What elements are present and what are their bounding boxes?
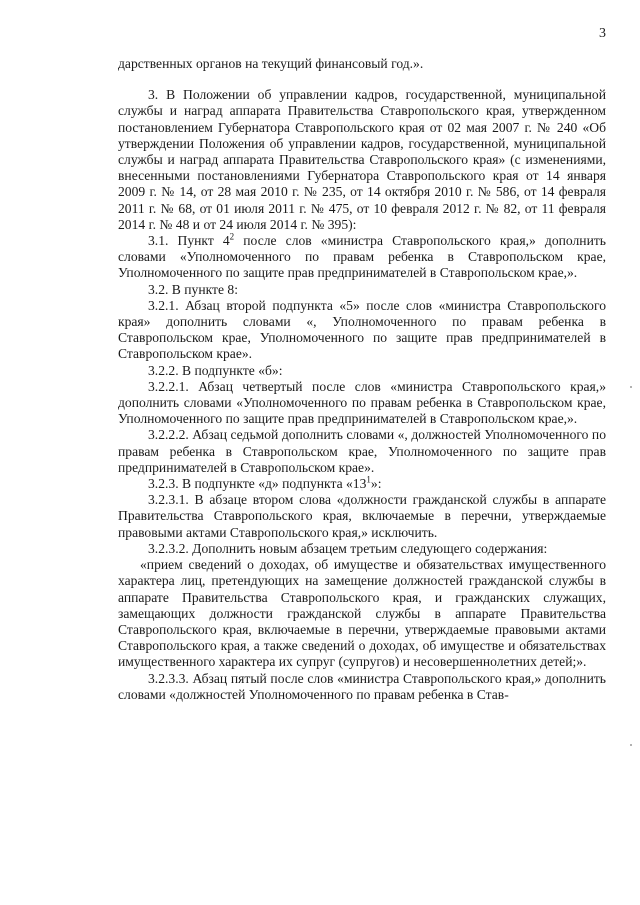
- paragraph-3-2: 3.2. В пункте 8:: [148, 281, 238, 297]
- paragraph-3-2-2: 3.2.2. В подпункте «б»:: [148, 362, 283, 378]
- paragraph-continuation: дарственных органов на текущий финансовый год.».: [118, 56, 424, 71]
- paragraph-3-2-3-1: 3.2.3.1. В абзаце втором слова «должности гражданской службы в аппарате Правительства Ставропольского края, включаемые в перечни, утверждаемые правовыми актами Ставропольского края,» исключить.: [118, 492, 606, 540]
- paragraph-section-3: 3. В Положении об управлении кадров, государственной, муниципальной службы и наград аппарата Правительства Ставропольского края, утвержденном постановлением Губернатора Ставропольского края от 02 мая 2007 г. № 240 «Об утверждении Положения об управлении кадров, государственной, муниципальной службы и наград аппарата Правительства Ставропольского края» (с изменениями, внесенными постановлениями Губернатора Ставропольского края от 14 января 2009 г. № 14, от 28 мая 2010 г. № 235, от 14 октября 2010 г. № 586, от 14 февраля 2011 г. № 68, от 01 июля 2011 г. № 475, от 10 февраля 2012 г. № 82, от 11 февраля 2014 г. № 48 и от 24 июля 2014 г. № 395):: [118, 87, 606, 232]
- paragraph-3-2-3-superscript: 1: [366, 474, 371, 485]
- document-body: [118, 56, 606, 703]
- paragraph-3-2-3: [118, 476, 606, 492]
- paragraph-3-2-3-start: 3.2.3. В подпункте «д» подпункта «13: [148, 476, 367, 492]
- paragraph-quoted-addition: «прием сведений о доходах, об имуществе и обязательствах имущественного характера лиц, претендующих на замещение должностей гражданской службы в аппарате Правительства Ставропольского края, и гражданских служащих, замещающих должности гражданской службы в аппарате Правительства Ставропольского края, включаемые в перечни, утверждаемые правовыми актами Ставропольского края, а также сведений о доходах, об имуществе и обязательствах имущественного характера их супруг (супругов) и несовершеннолетних детей;».: [118, 557, 606, 670]
- paragraph-3-2-1: 3.2.1. Абзац второй подпункта «5» после слов «министра Ставропольского края» дополнить словами «, Уполномоченного по правам ребенка в Ставропольском крае, Уполномоченного по защите прав предпринимателей в Ставропольском крае».: [118, 297, 606, 362]
- paragraph-3-2-2-2: 3.2.2.2. Абзац седьмой дополнить словами «, должностей Уполномоченного по правам ребенка в Ставропольском крае, Уполномоченного по защите прав предпринимателей в Ставропольском крае».: [118, 427, 606, 475]
- scan-artifact-mark: [630, 386, 632, 388]
- paragraph-3-2-3-end: »:: [370, 476, 382, 492]
- paragraph-3-1: [118, 233, 606, 282]
- paragraph-3-2-2-1: 3.2.2.1. Абзац четвертый после слов «министра Ставропольского края,» дополнить словами «Уполномоченного по правам ребенка в Ставропольском крае, Уполномоченного по защите прав предпринимателей в Ставропольском крае,».: [118, 378, 606, 427]
- scan-artifact-mark: [630, 744, 632, 746]
- paragraph-3-2-3-2: 3.2.3.2. Дополнить новым абзацем третьим следующего содержания:: [148, 540, 548, 556]
- paragraph-3-1-superscript: 2: [229, 231, 235, 242]
- paragraph-3-1-start: 3.1. Пункт 4: [148, 233, 230, 249]
- paragraph-3-2-3-3: 3.2.3.3. Абзац пятый после слов «министра Ставропольского края,» дополнить словами «должностей Уполномоченного по правам ребенка в Став-: [118, 670, 606, 702]
- page-number: 3: [599, 26, 606, 41]
- paragraph-3-1-end: после слов «министра Ставропольского края,» дополнить словами «Уполномоченного по правам ребенка в Ставропольском крае, Уполномоченного по защите прав предпринимателей в Ставропольском крае,».: [118, 233, 606, 281]
